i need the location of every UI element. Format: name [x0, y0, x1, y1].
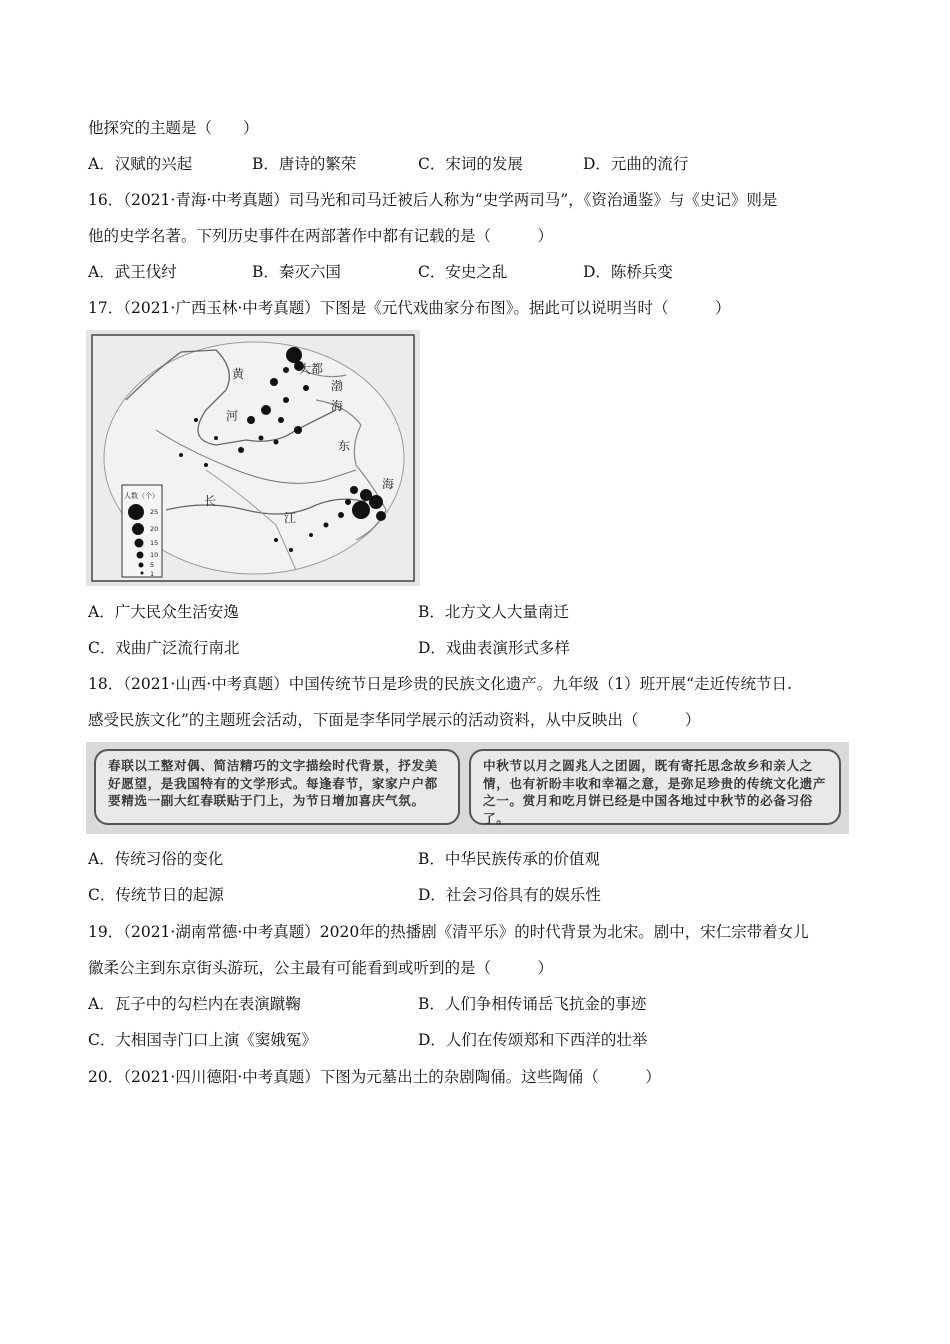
q15-stem-end: 他探究的主题是（ ） — [88, 119, 259, 137]
q16-option-d[interactable]: D．陈桥兵变 — [583, 263, 673, 281]
q18-option-c[interactable]: C．传统节日的起源 — [88, 886, 224, 904]
q16-option-a[interactable]: A．武王伐纣 — [88, 263, 177, 281]
q15-option-d[interactable]: D．元曲的流行 — [583, 155, 689, 173]
q19-option-a[interactable]: A．瓦子中的勾栏内在表演蹴鞠 — [88, 995, 301, 1013]
q17-option-d[interactable]: D．戏曲表演形式多样 — [418, 639, 570, 657]
map-label-dadu: 大都 — [299, 362, 324, 376]
map-label-dong: 东 — [338, 439, 351, 453]
q15-option-c[interactable]: C．宋词的发展 — [418, 155, 523, 173]
map-label-jiang: 江 — [284, 511, 297, 525]
q19-stem-line1: 19．（2021·湖南常德·中考真题）2020年的热播剧《清平乐》的时代背景为北宋。剧中，宋仁宗带着女儿 — [88, 923, 809, 941]
map-graphic — [86, 330, 420, 586]
q16-option-b[interactable]: B．秦灭六国 — [252, 263, 341, 281]
legend-value-25: 25 — [150, 508, 159, 516]
festival-materials — [86, 742, 849, 834]
legend-title: 人数（个） — [124, 492, 159, 500]
q17-option-b[interactable]: B．北方文人大量南迁 — [418, 603, 569, 621]
q20-stem: 20．（2021·四川德阳·中考真题）下图为元墓出土的杂剧陶俑。这些陶俑（ ） — [88, 1068, 661, 1086]
map-label-hai2: 海 — [382, 477, 395, 491]
map-label-huang: 黄 — [232, 367, 245, 381]
yuan-drama-map — [86, 330, 420, 586]
q18-option-b[interactable]: B．中华民族传承的价值观 — [418, 850, 600, 868]
legend-value-5: 5 — [150, 561, 155, 569]
q18-stem-line2: 感受民族文化”的主题班会活动，下面是李华同学展示的活动资料，从中反映出（ ） — [88, 711, 701, 729]
q19-option-c[interactable]: C．大相国寺门口上演《窦娥冤》 — [88, 1031, 317, 1049]
q19-option-b[interactable]: B．人们争相传诵岳飞抗金的事迹 — [418, 995, 647, 1013]
q17-option-c[interactable]: C．戏曲广泛流行南北 — [88, 639, 240, 657]
legend-value-15: 15 — [150, 539, 159, 547]
q19-option-d[interactable]: D．人们在传颂郑和下西洋的壮举 — [418, 1031, 648, 1049]
q17-option-a[interactable]: A．广大民众生活安逸 — [88, 603, 239, 621]
mid-autumn-card: 中秋节以月之圆兆人之团圆，既有寄托思念故乡和亲人之情，也有祈盼丰收和幸福之意，是弥足珍贵的传统文化遗产之一。赏月和吃月饼已经是中国各地过中秋节的必备习俗了。 — [469, 749, 841, 825]
q16-option-c[interactable]: C．安史之乱 — [418, 263, 508, 281]
spring-couplet-card: 春联以工整对偶、简洁精巧的文字描绘时代背景，抒发美好愿望，是我国特有的文学形式。每逢春节，家家户户都要精选一副大红春联贴于门上，为节日增加喜庆气氛。 — [94, 749, 460, 825]
q16-stem-line2: 他的史学名著。下列历史事件在两部著作中都有记载的是（ ） — [88, 227, 554, 245]
q15-option-b[interactable]: B．唐诗的繁荣 — [252, 155, 357, 173]
legend-value-10: 10 — [150, 551, 159, 559]
map-label-chang: 长 — [204, 494, 217, 508]
map-label-hai1: 海 — [331, 399, 344, 413]
map-label-bo: 渤 — [331, 379, 344, 393]
legend-value-20: 20 — [150, 525, 159, 533]
q16-stem-line1: 16．（2021·青海·中考真题）司马光和司马迁被后人称为“史学两司马”，《资治通鉴》与《史记》则是 — [88, 191, 778, 209]
q18-stem-line1: 18．（2021·山西·中考真题）中国传统节日是珍贵的民族文化遗产。九年级（1）班开展“走近传统节日. — [88, 675, 792, 693]
map-label-he: 河 — [226, 409, 239, 423]
q18-option-a[interactable]: A．传统习俗的变化 — [88, 850, 224, 868]
q15-option-a[interactable]: A．汉赋的兴起 — [88, 155, 193, 173]
q18-option-d[interactable]: D．社会习俗具有的娱乐性 — [418, 886, 601, 904]
q17-stem: 17．（2021·广西玉林·中考真题）下图是《元代戏曲家分布图》。据此可以说明当时（ ） — [88, 299, 731, 317]
legend-value-1: 1 — [150, 570, 155, 578]
q19-stem-line2: 徽柔公主到东京街头游玩，公主最有可能看到或听到的是（ ） — [88, 959, 554, 977]
